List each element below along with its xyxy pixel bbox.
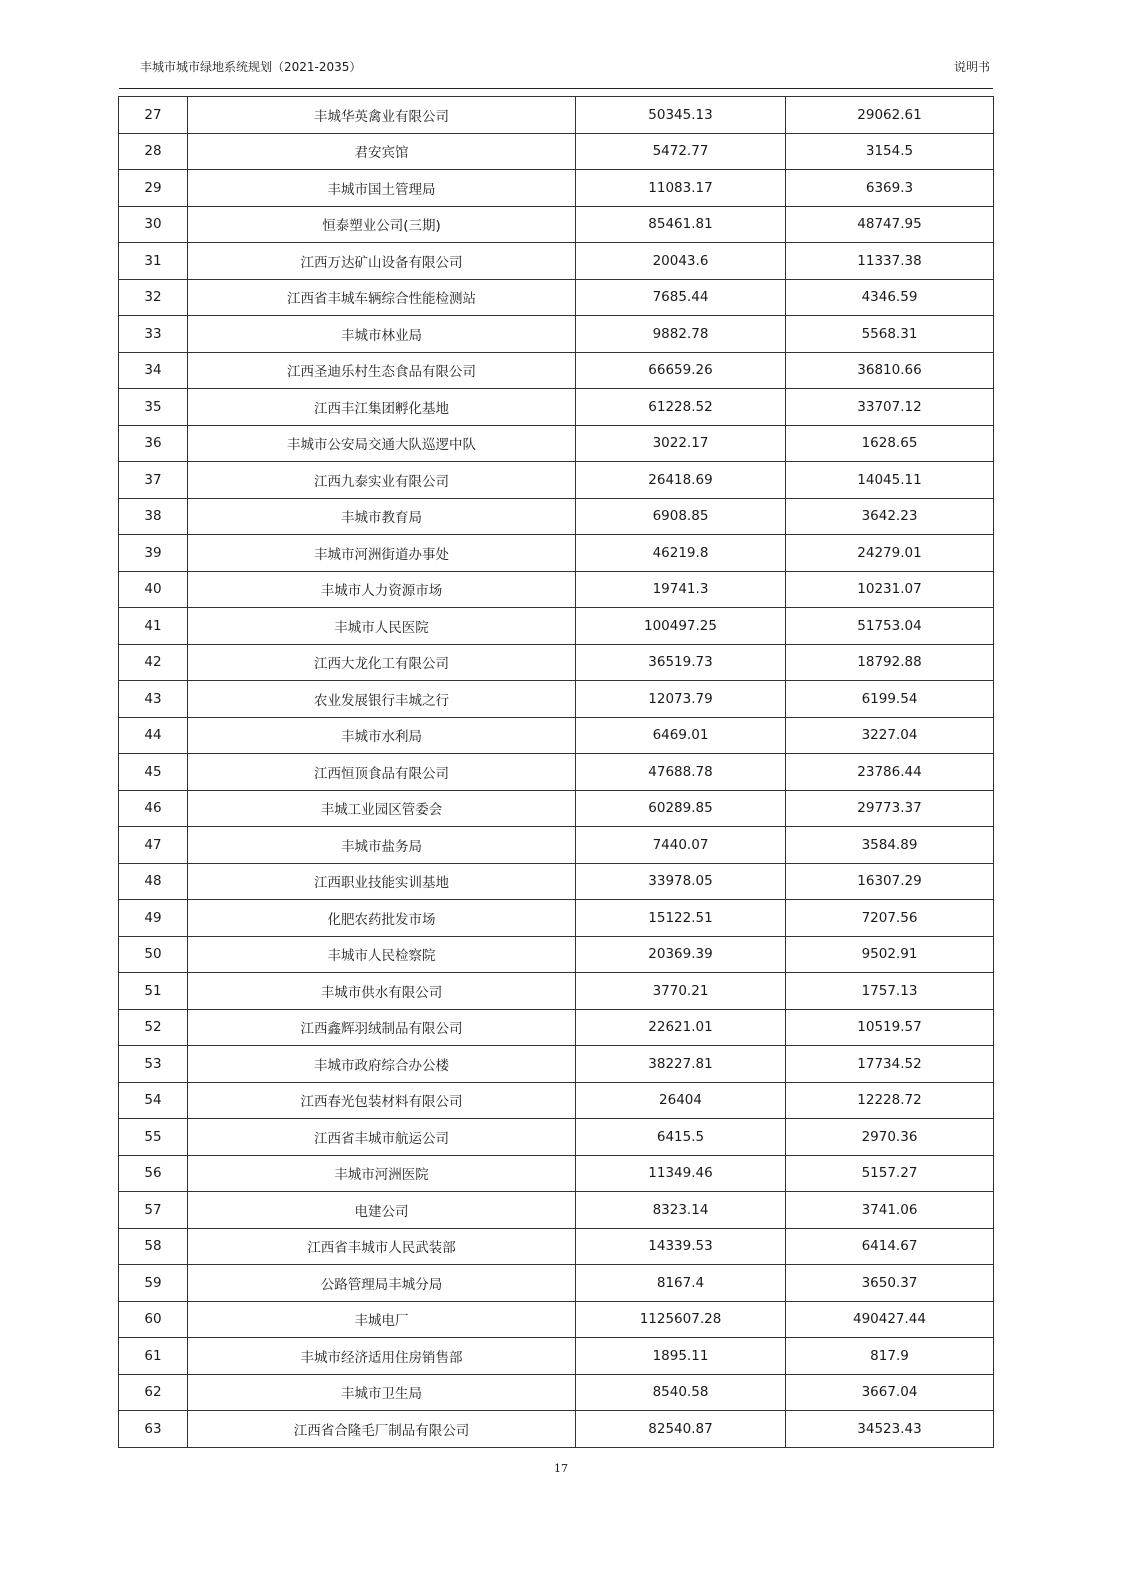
- unit-name-cell: 丰城市河洲街道办事处: [188, 535, 576, 572]
- unit-name-cell: 江西省丰城车辆综合性能检测站: [188, 279, 576, 316]
- unit-name-cell: 丰城市供水有限公司: [188, 973, 576, 1010]
- area-value-cell: 6469.01: [576, 717, 786, 754]
- unit-name-cell: 公路管理局丰城分局: [188, 1265, 576, 1302]
- row-number-cell: 48: [119, 863, 188, 900]
- green-area-value-cell: 3584.89: [786, 827, 994, 864]
- area-value-cell: 6415.5: [576, 1119, 786, 1156]
- area-value-cell: 8323.14: [576, 1192, 786, 1229]
- green-area-value-cell: 18792.88: [786, 644, 994, 681]
- green-area-value-cell: 3741.06: [786, 1192, 994, 1229]
- area-value-cell: 7440.07: [576, 827, 786, 864]
- page-header: [140, 58, 990, 78]
- area-value-cell: 60289.85: [576, 790, 786, 827]
- table-row: [119, 352, 994, 389]
- green-area-value-cell: 1628.65: [786, 425, 994, 462]
- green-area-value-cell: 14045.11: [786, 462, 994, 499]
- area-value-cell: 22621.01: [576, 1009, 786, 1046]
- unit-name-cell: 江西圣迪乐村生态食品有限公司: [188, 352, 576, 389]
- area-value-cell: 3770.21: [576, 973, 786, 1010]
- table-row: [119, 1155, 994, 1192]
- area-value-cell: 26404: [576, 1082, 786, 1119]
- green-area-value-cell: 34523.43: [786, 1411, 994, 1448]
- unit-name-cell: 丰城市人民医院: [188, 608, 576, 645]
- row-number-cell: 31: [119, 243, 188, 280]
- table-row: [119, 790, 994, 827]
- green-area-value-cell: 10519.57: [786, 1009, 994, 1046]
- table-row: [119, 1265, 994, 1302]
- unit-name-cell: 江西九泰实业有限公司: [188, 462, 576, 499]
- area-value-cell: 1895.11: [576, 1338, 786, 1375]
- area-value-cell: 5472.77: [576, 133, 786, 170]
- row-number-cell: 44: [119, 717, 188, 754]
- row-number-cell: 42: [119, 644, 188, 681]
- green-area-value-cell: 23786.44: [786, 754, 994, 791]
- area-value-cell: 36519.73: [576, 644, 786, 681]
- data-table: [118, 96, 994, 1448]
- row-number-cell: 49: [119, 900, 188, 937]
- table-body: [119, 97, 994, 1448]
- unit-name-cell: 电建公司: [188, 1192, 576, 1229]
- unit-name-cell: 江西省丰城市人民武装部: [188, 1228, 576, 1265]
- row-number-cell: 28: [119, 133, 188, 170]
- area-value-cell: 46219.8: [576, 535, 786, 572]
- green-area-value-cell: 36810.66: [786, 352, 994, 389]
- green-area-value-cell: 6414.67: [786, 1228, 994, 1265]
- row-number-cell: 47: [119, 827, 188, 864]
- row-number-cell: 56: [119, 1155, 188, 1192]
- table-row: [119, 97, 994, 134]
- unit-name-cell: 江西鑫辉羽绒制品有限公司: [188, 1009, 576, 1046]
- area-value-cell: 12073.79: [576, 681, 786, 718]
- table-row: [119, 462, 994, 499]
- area-value-cell: 61228.52: [576, 389, 786, 426]
- green-area-value-cell: 33707.12: [786, 389, 994, 426]
- document-type-label: 说明书: [953, 60, 990, 74]
- table-row: [119, 900, 994, 937]
- table-row: [119, 170, 994, 207]
- unit-name-cell: 江西万达矿山设备有限公司: [188, 243, 576, 280]
- row-number-cell: 54: [119, 1082, 188, 1119]
- area-value-cell: 6908.85: [576, 498, 786, 535]
- green-area-value-cell: 6369.3: [786, 170, 994, 207]
- table-row: [119, 1082, 994, 1119]
- unit-name-cell: 江西省合隆毛厂制品有限公司: [188, 1411, 576, 1448]
- green-area-value-cell: 48747.95: [786, 206, 994, 243]
- green-area-value-cell: 1757.13: [786, 973, 994, 1010]
- area-value-cell: 50345.13: [576, 97, 786, 134]
- unit-name-cell: 江西省丰城市航运公司: [188, 1119, 576, 1156]
- area-value-cell: 82540.87: [576, 1411, 786, 1448]
- row-number-cell: 51: [119, 973, 188, 1010]
- area-value-cell: 33978.05: [576, 863, 786, 900]
- area-value-cell: 20369.39: [576, 936, 786, 973]
- row-number-cell: 60: [119, 1301, 188, 1338]
- unit-name-cell: 丰城市水利局: [188, 717, 576, 754]
- area-value-cell: 85461.81: [576, 206, 786, 243]
- unit-name-cell: 丰城市国土管理局: [188, 170, 576, 207]
- area-value-cell: 1125607.28: [576, 1301, 786, 1338]
- green-area-value-cell: 7207.56: [786, 900, 994, 937]
- green-area-value-cell: 6199.54: [786, 681, 994, 718]
- table-row: [119, 1046, 994, 1083]
- area-value-cell: 19741.3: [576, 571, 786, 608]
- table-row: [119, 717, 994, 754]
- table-row: [119, 863, 994, 900]
- table-row: [119, 133, 994, 170]
- green-area-value-cell: 5568.31: [786, 316, 994, 353]
- header-divider: [119, 88, 993, 89]
- table-row: [119, 1119, 994, 1156]
- row-number-cell: 33: [119, 316, 188, 353]
- area-value-cell: 3022.17: [576, 425, 786, 462]
- table-row: [119, 1338, 994, 1375]
- table-row: [119, 936, 994, 973]
- green-area-value-cell: 11337.38: [786, 243, 994, 280]
- row-number-cell: 38: [119, 498, 188, 535]
- green-area-value-cell: 490427.44: [786, 1301, 994, 1338]
- unit-name-cell: 丰城市教育局: [188, 498, 576, 535]
- area-value-cell: 47688.78: [576, 754, 786, 791]
- area-value-cell: 8540.58: [576, 1374, 786, 1411]
- row-number-cell: 32: [119, 279, 188, 316]
- table-row: [119, 754, 994, 791]
- green-area-value-cell: 3227.04: [786, 717, 994, 754]
- unit-name-cell: 丰城市盐务局: [188, 827, 576, 864]
- green-area-value-cell: 12228.72: [786, 1082, 994, 1119]
- green-area-value-cell: 5157.27: [786, 1155, 994, 1192]
- table-row: [119, 1301, 994, 1338]
- green-area-value-cell: 2970.36: [786, 1119, 994, 1156]
- unit-name-cell: 化肥农药批发市场: [188, 900, 576, 937]
- unit-name-cell: 农业发展银行丰城之行: [188, 681, 576, 718]
- table-row: [119, 279, 994, 316]
- row-number-cell: 62: [119, 1374, 188, 1411]
- unit-name-cell: 丰城市人民检察院: [188, 936, 576, 973]
- area-value-cell: 11083.17: [576, 170, 786, 207]
- row-number-cell: 37: [119, 462, 188, 499]
- table-row: [119, 1192, 994, 1229]
- unit-name-cell: 江西大龙化工有限公司: [188, 644, 576, 681]
- table-row: [119, 243, 994, 280]
- green-area-value-cell: 3667.04: [786, 1374, 994, 1411]
- table-row: [119, 206, 994, 243]
- green-area-value-cell: 10231.07: [786, 571, 994, 608]
- table-row: [119, 425, 994, 462]
- area-value-cell: 8167.4: [576, 1265, 786, 1302]
- unit-name-cell: 恒泰塑业公司(三期): [188, 206, 576, 243]
- green-area-value-cell: 29062.61: [786, 97, 994, 134]
- area-value-cell: 7685.44: [576, 279, 786, 316]
- unit-name-cell: 江西职业技能实训基地: [188, 863, 576, 900]
- table-row: [119, 1374, 994, 1411]
- unit-name-cell: 丰城市河洲医院: [188, 1155, 576, 1192]
- row-number-cell: 55: [119, 1119, 188, 1156]
- row-number-cell: 63: [119, 1411, 188, 1448]
- row-number-cell: 61: [119, 1338, 188, 1375]
- row-number-cell: 34: [119, 352, 188, 389]
- table-row: [119, 608, 994, 645]
- table-row: [119, 1009, 994, 1046]
- green-area-value-cell: 817.9: [786, 1338, 994, 1375]
- row-number-cell: 46: [119, 790, 188, 827]
- unit-name-cell: 丰城市林业局: [188, 316, 576, 353]
- green-area-value-cell: 3154.5: [786, 133, 994, 170]
- row-number-cell: 52: [119, 1009, 188, 1046]
- green-area-value-cell: 17734.52: [786, 1046, 994, 1083]
- page-number: 17: [554, 1462, 568, 1475]
- row-number-cell: 59: [119, 1265, 188, 1302]
- area-value-cell: 14339.53: [576, 1228, 786, 1265]
- row-number-cell: 39: [119, 535, 188, 572]
- table-row: [119, 973, 994, 1010]
- row-number-cell: 50: [119, 936, 188, 973]
- table-row: [119, 571, 994, 608]
- unit-name-cell: 江西恒顶食品有限公司: [188, 754, 576, 791]
- table-row: [119, 389, 994, 426]
- row-number-cell: 29: [119, 170, 188, 207]
- unit-name-cell: 江西丰江集团孵化基地: [188, 389, 576, 426]
- table-row: [119, 1228, 994, 1265]
- unit-name-cell: 丰城华英禽业有限公司: [188, 97, 576, 134]
- table-row: [119, 681, 994, 718]
- row-number-cell: 43: [119, 681, 188, 718]
- unit-name-cell: 丰城市经济适用住房销售部: [188, 1338, 576, 1375]
- row-number-cell: 41: [119, 608, 188, 645]
- row-number-cell: 53: [119, 1046, 188, 1083]
- area-value-cell: 20043.6: [576, 243, 786, 280]
- unit-name-cell: 丰城市政府综合办公楼: [188, 1046, 576, 1083]
- green-area-value-cell: 4346.59: [786, 279, 994, 316]
- row-number-cell: 45: [119, 754, 188, 791]
- table-row: [119, 535, 994, 572]
- unit-name-cell: 丰城电厂: [188, 1301, 576, 1338]
- table-row: [119, 827, 994, 864]
- area-value-cell: 15122.51: [576, 900, 786, 937]
- unit-name-cell: 丰城市卫生局: [188, 1374, 576, 1411]
- unit-name-cell: 君安宾馆: [188, 133, 576, 170]
- green-area-value-cell: 29773.37: [786, 790, 994, 827]
- row-number-cell: 36: [119, 425, 188, 462]
- green-area-value-cell: 24279.01: [786, 535, 994, 572]
- row-number-cell: 57: [119, 1192, 188, 1229]
- row-number-cell: 30: [119, 206, 188, 243]
- unit-name-cell: 江西春光包装材料有限公司: [188, 1082, 576, 1119]
- green-area-value-cell: 9502.91: [786, 936, 994, 973]
- document-title: 丰城市城市绿地系统规划（2021-2035）: [140, 60, 362, 74]
- green-area-value-cell: 51753.04: [786, 608, 994, 645]
- row-number-cell: 40: [119, 571, 188, 608]
- unit-name-cell: 丰城市人力资源市场: [188, 571, 576, 608]
- green-area-value-cell: 3650.37: [786, 1265, 994, 1302]
- table-row: [119, 316, 994, 353]
- unit-name-cell: 丰城工业园区管委会: [188, 790, 576, 827]
- row-number-cell: 58: [119, 1228, 188, 1265]
- area-value-cell: 38227.81: [576, 1046, 786, 1083]
- row-number-cell: 35: [119, 389, 188, 426]
- green-area-value-cell: 3642.23: [786, 498, 994, 535]
- table-row: [119, 1411, 994, 1448]
- area-value-cell: 11349.46: [576, 1155, 786, 1192]
- area-value-cell: 26418.69: [576, 462, 786, 499]
- row-number-cell: 27: [119, 97, 188, 134]
- table-row: [119, 498, 994, 535]
- area-value-cell: 100497.25: [576, 608, 786, 645]
- unit-name-cell: 丰城市公安局交通大队巡逻中队: [188, 425, 576, 462]
- table-row: [119, 644, 994, 681]
- green-area-value-cell: 16307.29: [786, 863, 994, 900]
- area-value-cell: 9882.78: [576, 316, 786, 353]
- area-value-cell: 66659.26: [576, 352, 786, 389]
